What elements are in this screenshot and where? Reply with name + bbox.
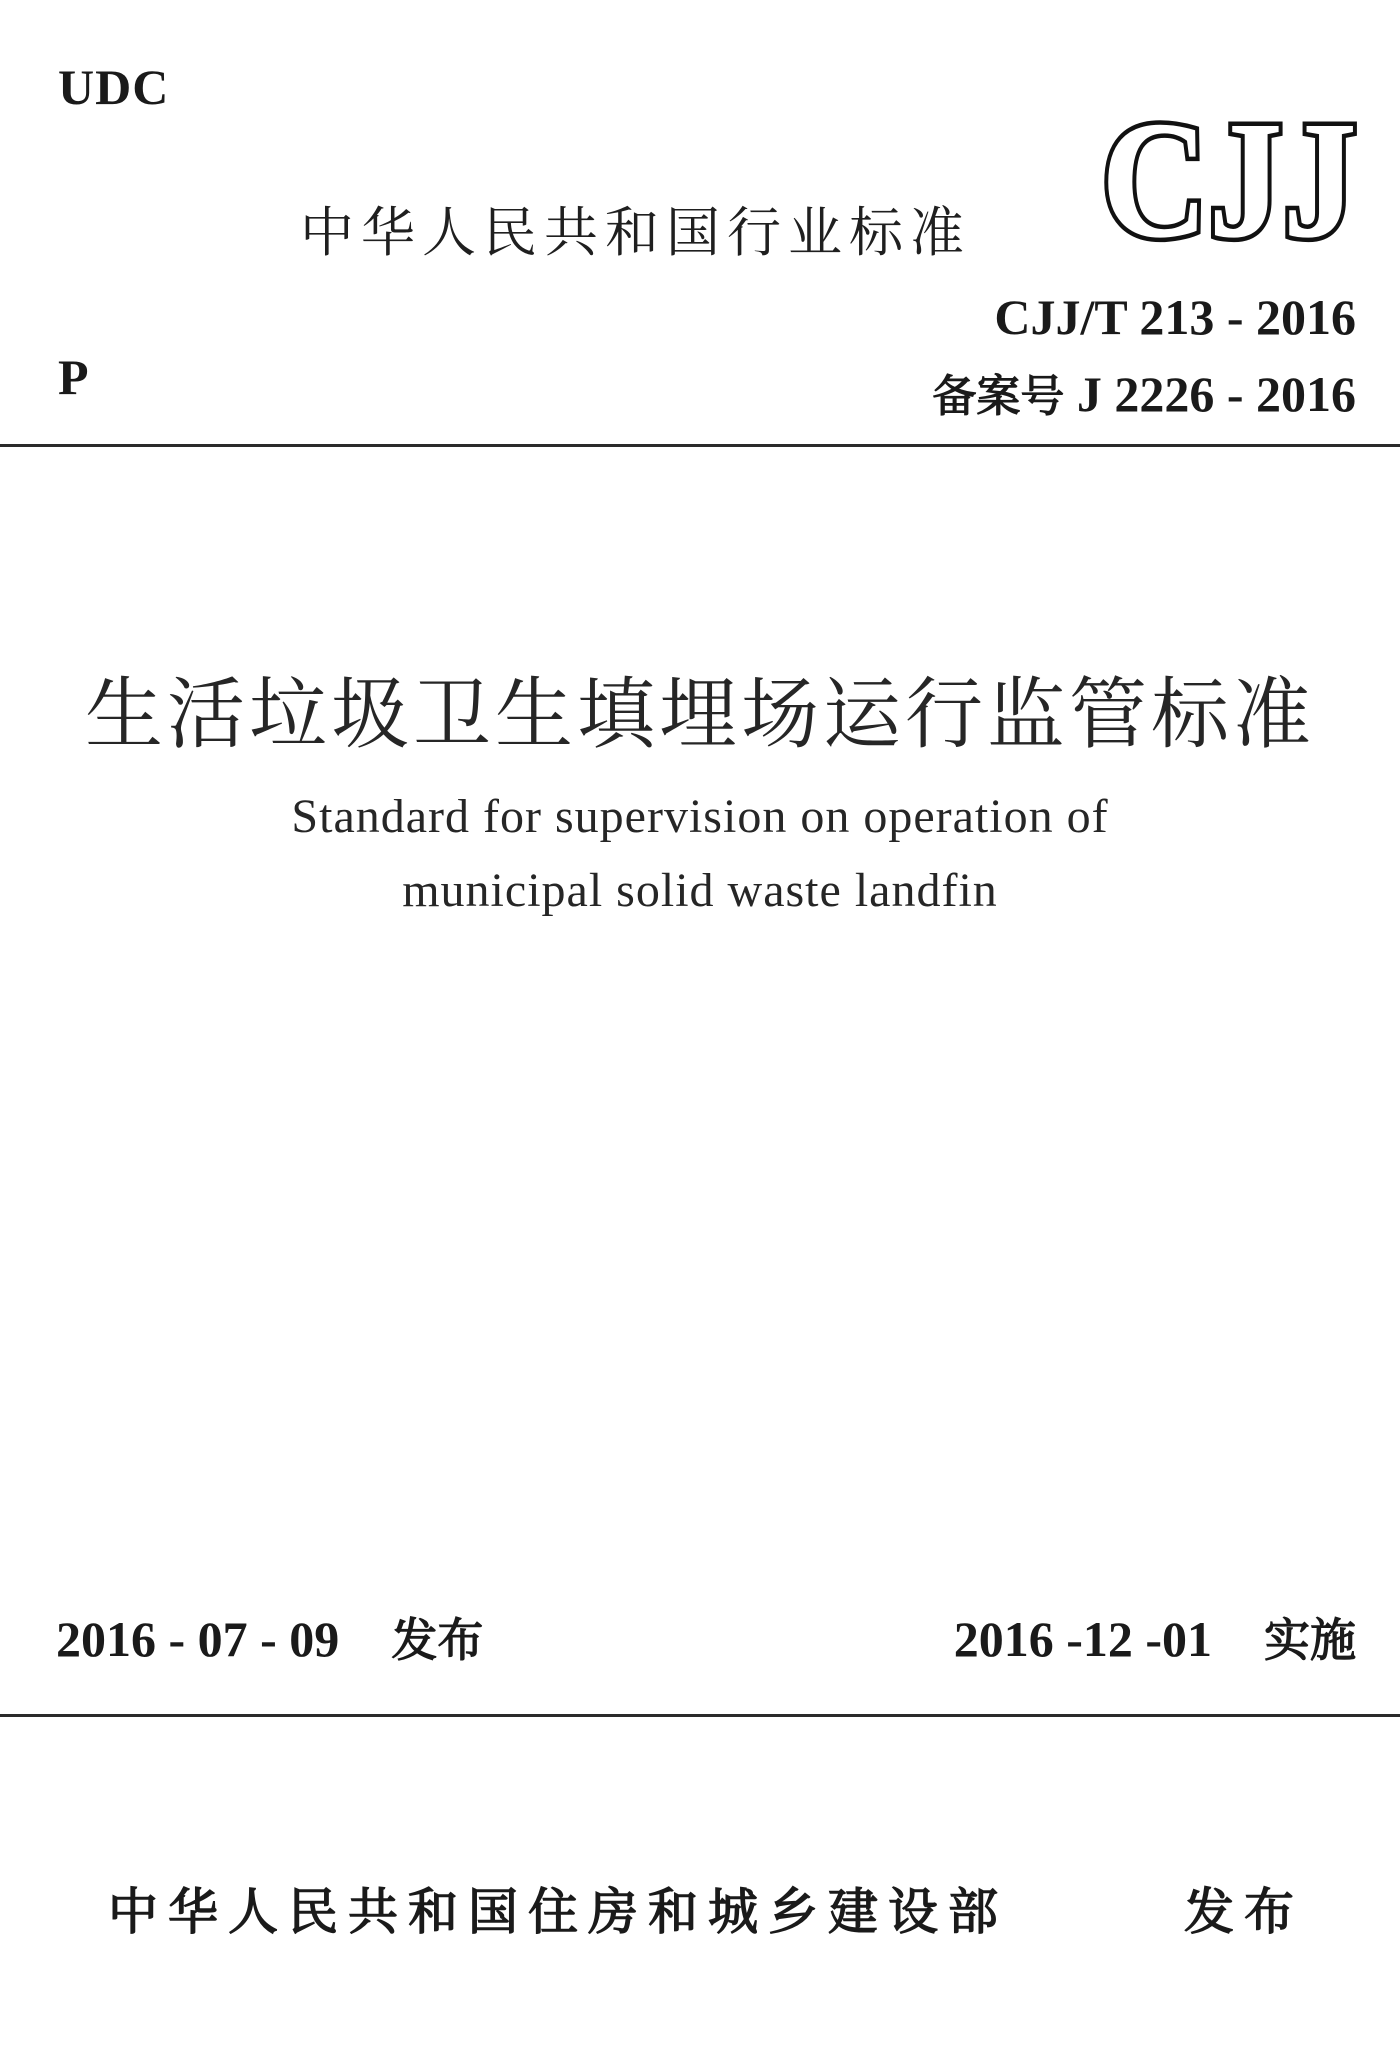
record-number: J 2226 - 2016 <box>1076 366 1356 422</box>
implement-date: 2016 -12 -01 <box>953 1611 1212 1667</box>
industry-standard-title: 中华人民共和国行业标准 <box>300 201 971 264</box>
issue-date-line <box>56 1604 483 1670</box>
title-english-line-1: Standard for supervision on operation of <box>291 790 1109 843</box>
record-number-line <box>932 360 1356 424</box>
issue-label: 发布 <box>391 1613 484 1667</box>
cjj-logo <box>1098 87 1360 273</box>
title-english <box>0 780 1400 928</box>
udc-label: UDC <box>58 59 170 115</box>
top-divider <box>0 444 1400 447</box>
issue-date: 2016 - 07 - 09 <box>56 1611 340 1667</box>
implement-label: 实施 <box>1264 1613 1356 1667</box>
publish-label: 发布 <box>1184 1883 1304 1941</box>
implement-date-line <box>954 1604 1356 1670</box>
cjj-logo-text: CJJ <box>1101 87 1357 273</box>
publisher-name: 中华人民共和国住房和城乡建设部 <box>108 1883 1008 1941</box>
standard-number: CJJ/T 213 - 2016 <box>994 289 1356 345</box>
category-letter: P <box>58 349 89 405</box>
title-chinese: 生活垃圾卫生填埋场运行监管标准 <box>84 670 1315 760</box>
bottom-divider <box>0 1714 1400 1717</box>
record-prefix: 备案号 <box>932 371 1065 422</box>
title-english-line-2: municipal solid waste landfin <box>402 864 998 917</box>
